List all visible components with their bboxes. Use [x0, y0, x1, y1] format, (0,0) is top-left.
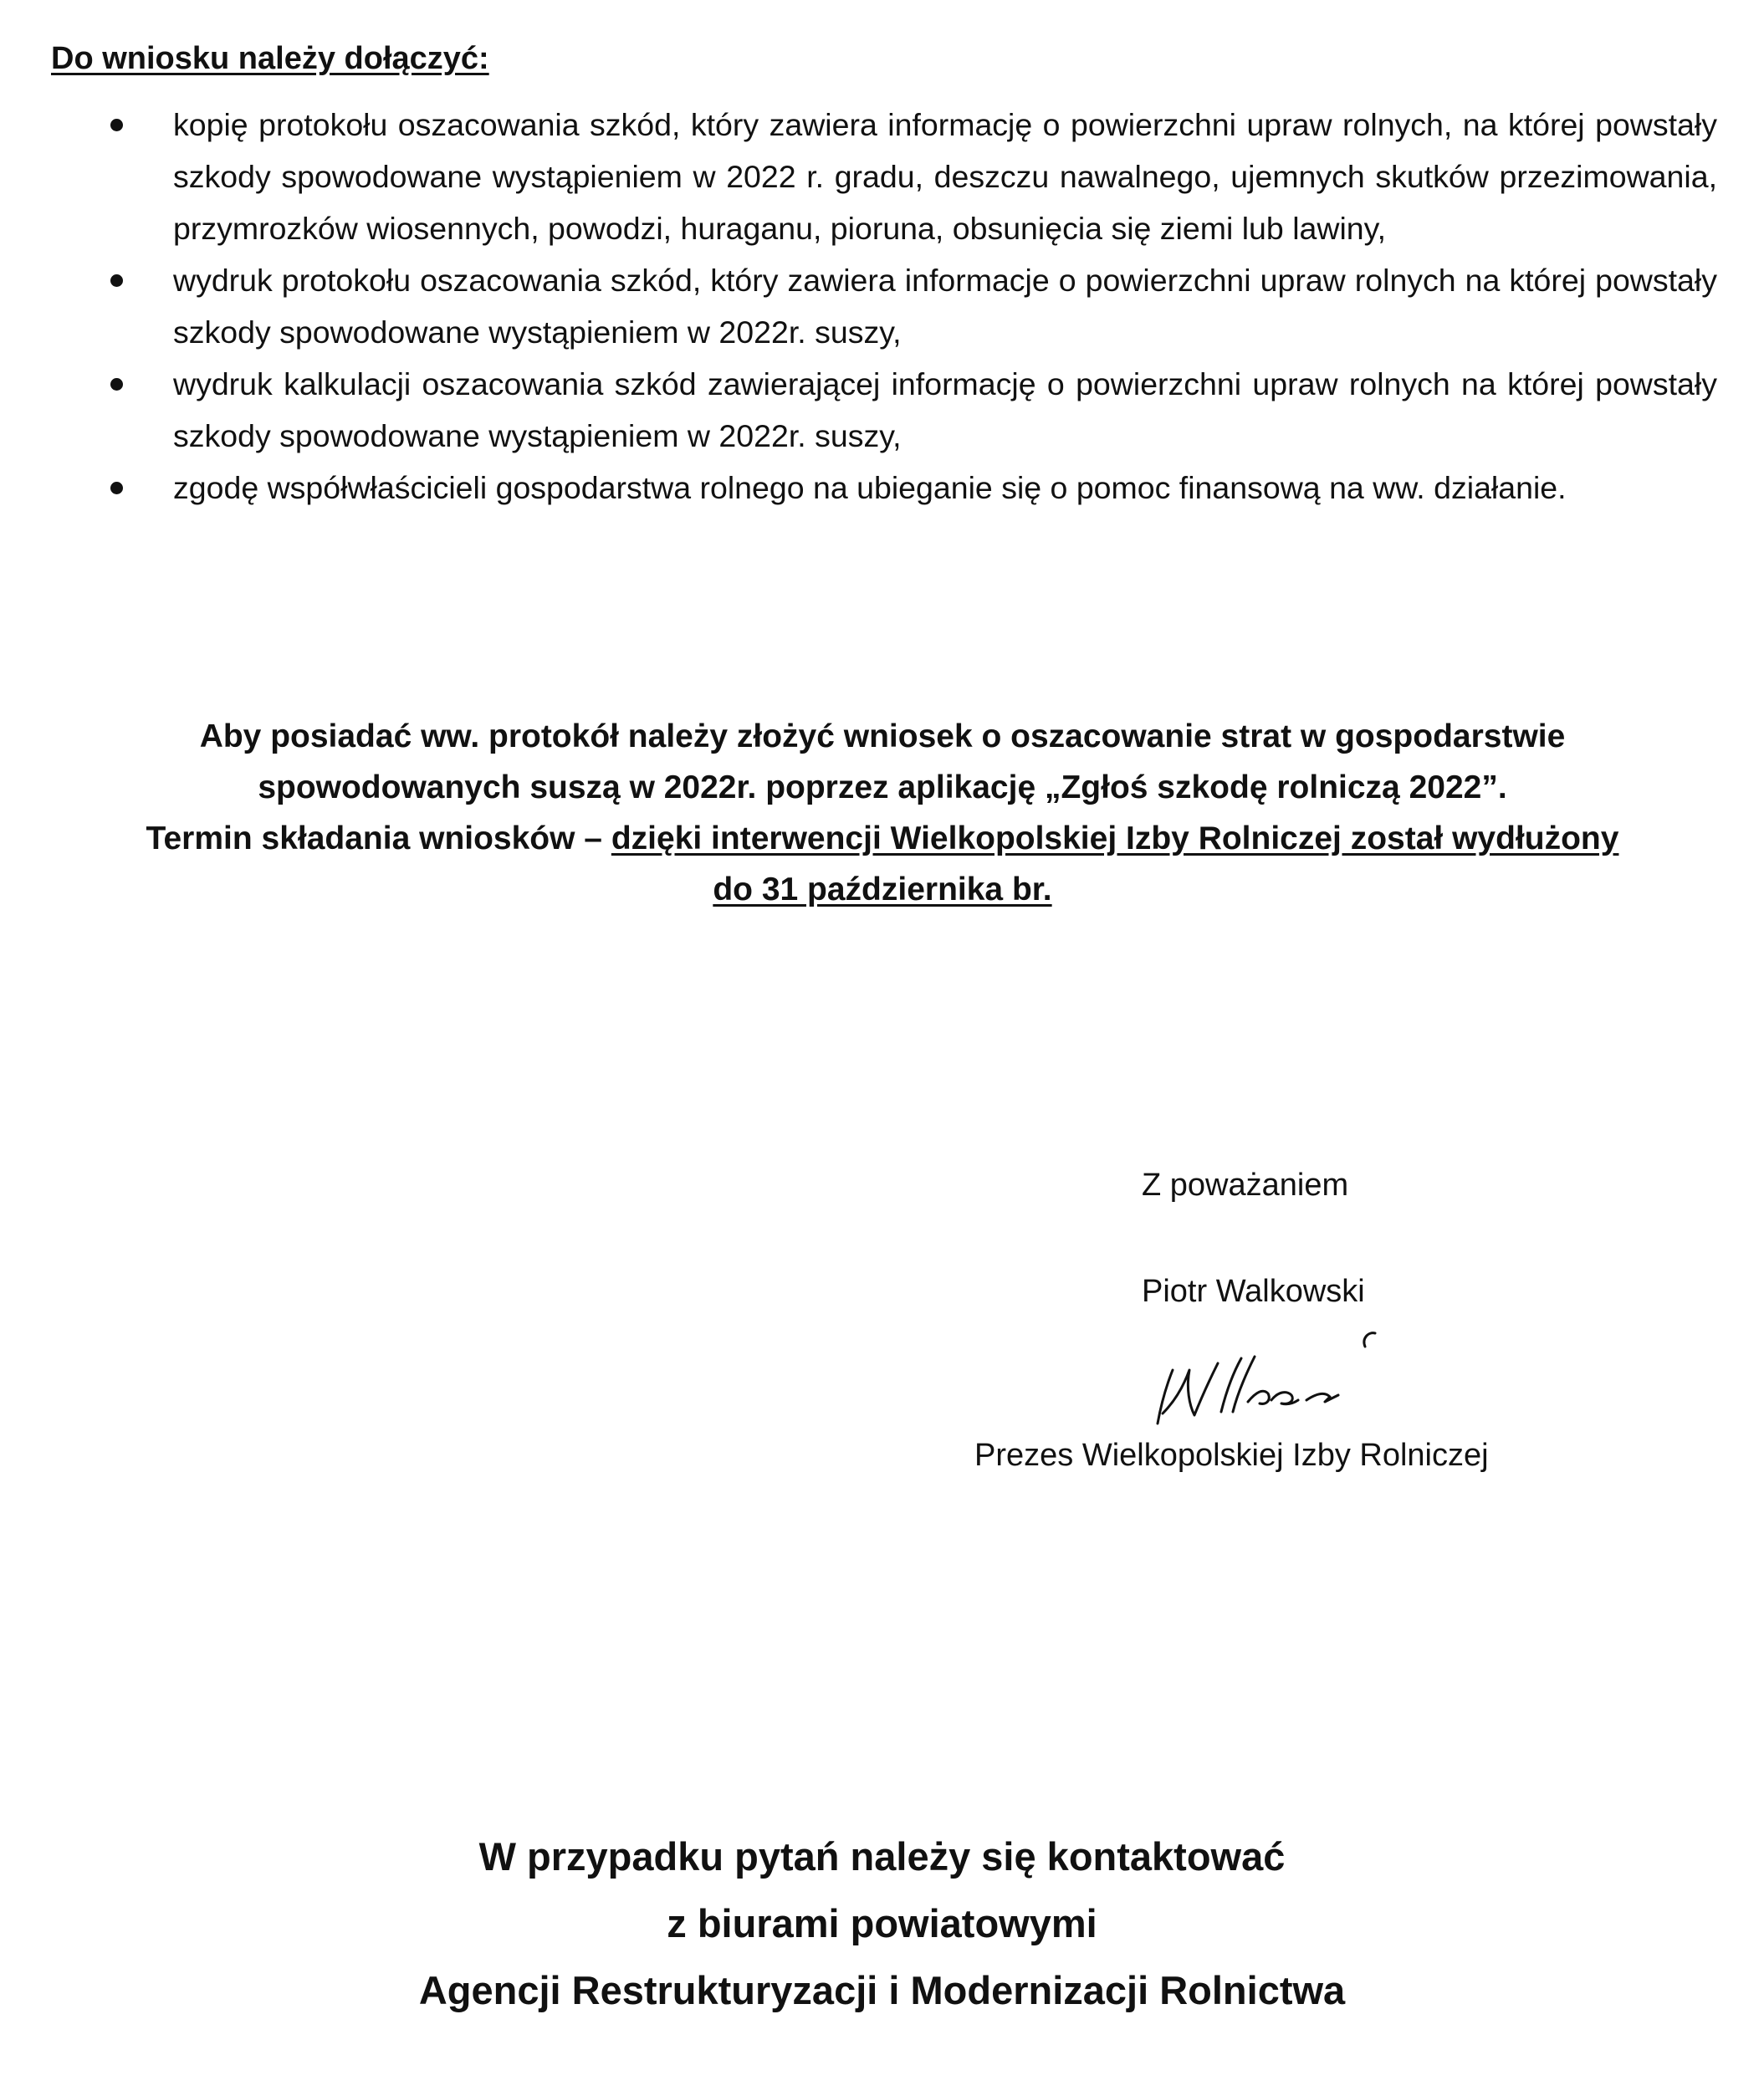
closing-salutation: Z poważaniem [1142, 1168, 1349, 1203]
attachments-list [107, 99, 1717, 514]
list-item-text: zgodę współwłaścicieli gospodarstwa rolnego na ubieganie się o pomoc finansową na ww. działanie. [173, 470, 1567, 505]
deadline-line [33, 813, 1731, 864]
list-item [107, 99, 1717, 254]
list-item [107, 358, 1717, 462]
notice-line: spowodowanych suszą w 2022r. poprzez aplikację „Zgłoś szkodę rolniczą 2022”. [258, 769, 1507, 805]
bullet-icon [110, 119, 123, 131]
protocol-notice [33, 711, 1731, 915]
notice-line: Aby posiadać ww. protokół należy złożyć wniosek o oszacowanie strat w gospodarstwie [199, 718, 1566, 754]
signer-title: Prezes Wielkopolskiej Izby Rolniczej [974, 1438, 1489, 1473]
bullet-icon [110, 378, 123, 391]
contact-line: Agencji Restrukturyzacji i Modernizacji Rolnictwa [418, 1968, 1346, 2012]
contact-info [0, 1823, 1764, 2024]
handwritten-signature [1146, 1322, 1422, 1430]
list-item-text: wydruk kalkulacji oszacowania szkód zawierającej informację o powierzchni upraw rolnych na której powstały szkody spowodowane wystąpieniem w 2022r. suszy, [173, 366, 1717, 453]
list-item-text: wydruk protokołu oszacowania szkód, który zawiera informacje o powierzchni upraw rolnych na której powstały szkody spowodowane wystąpieniem w 2022r. suszy, [173, 263, 1717, 350]
list-item [107, 462, 1717, 514]
bullet-icon [110, 274, 123, 287]
contact-line: z biurami powiatowymi [667, 1901, 1097, 1945]
attachments-heading: Do wniosku należy dołączyć: [51, 41, 489, 76]
signer-name: Piotr Walkowski [1142, 1274, 1365, 1309]
list-item [107, 254, 1717, 358]
bullet-icon [110, 482, 123, 494]
deadline-extension-text: dzięki interwencji Wielkopolskiej Izby Rolniczej został wydłużony [611, 821, 1619, 856]
list-item-text: kopię protokołu oszacowania szkód, który zawiera informację o powierzchni upraw rolnych, na której powstały szkody spowodowane wystąpieniem w 2022 r. gradu, deszczu nawalnego, ujemnych skutków przezimowania, przymrozków wiosennych, powodzi, huraganu, pioruna, obsunięcia się ziemi lub lawiny, [173, 107, 1717, 246]
deadline-prefix: Termin składania wniosków – [146, 821, 611, 856]
deadline-date: do 31 października br. [713, 872, 1052, 907]
contact-line: W przypadku pytań należy się kontaktować [478, 1834, 1286, 1879]
deadline-date-line [33, 864, 1731, 915]
